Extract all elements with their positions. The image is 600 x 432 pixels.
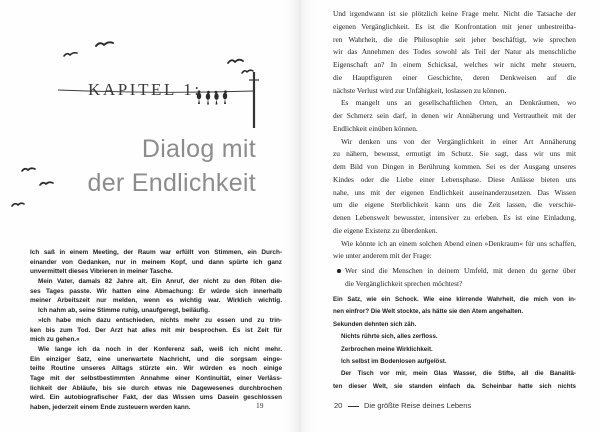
body-line: Es mangelt uns an gesellschaftlichen Orten, an Denkräumen, wo xyxy=(341,98,576,108)
body-line: Wie könnte ich an einem solchen Abend einen »Denkraum« für uns schaffen, xyxy=(341,238,576,248)
body-line: zu nähern, bewusst, ermutigt im Schutz. Sie sagt, dass wir uns mit xyxy=(333,149,576,159)
page-number-left: 19 xyxy=(256,401,264,410)
bullet-line: die Vergänglichkeit sprechen möchtest? xyxy=(345,278,463,288)
body-line: teilte Routine unseres Alltags stürzte ein. Wir würden es noch einige xyxy=(30,365,282,373)
running-footer xyxy=(334,401,574,413)
body-line: Ich nahm ab, seine Stimme ruhig, unaufgeregt, beiläufig. xyxy=(38,307,210,315)
bullet-line: Wer sind die Menschen in deinem Umfeld, mit denen du gerne über xyxy=(345,266,576,275)
body-line: wie unter anderem mit der Frage: xyxy=(333,251,432,261)
bird-icon xyxy=(64,53,77,56)
body-line: nächste Verlust wird zur Unfähigkeit, loslassen zu können. xyxy=(333,85,507,95)
emphasis-line: Ein Satz, wie ein Schock. Wie eine klirrende Wahrheit, die mich von in- xyxy=(333,296,576,303)
body-line: Tage mit der selbstbestimmten Annahme einer Kontinuität, einer Verläss- xyxy=(30,374,282,382)
body-line: denen Lebenswelt bewusster, intensiver zu erleben. Es ist eine Einladung, xyxy=(333,213,576,222)
emphasis-line: nen einfror? Die Welt stockte, als hätte sie den Atem angehalten. xyxy=(333,308,524,316)
chapter-title-line-1: Dialog mit xyxy=(141,135,256,163)
emphasis-text xyxy=(333,294,576,393)
body-line: wird. Ein autobiografischer Fakt, der das Wissen ums Dasein geschlossen xyxy=(30,394,282,402)
chapter-label: KAPITEL 1: xyxy=(88,80,202,99)
bird-icon xyxy=(223,90,227,104)
right-page xyxy=(300,0,600,432)
body-line: Ein einziger Satz, eine unerwartete Nachricht, und die sorgsam einge- xyxy=(30,355,282,363)
emphasis-line: Der Tisch vor mir, mein Glas Wasser, die Stifte, all die Banalitä- xyxy=(341,370,576,378)
body-line: lichkeit der Abläufe, bis sie durch etwas nie Dagewesenes durchbrochen xyxy=(30,384,282,392)
bird-icon xyxy=(96,42,113,46)
emphasis-line: Ich selbst im Bodenlosen aufgelöst. xyxy=(341,357,447,365)
emphasis-line: Nichts rührte sich, alles zerfloss. xyxy=(341,333,438,341)
bird-icon xyxy=(206,91,210,105)
bullet-question xyxy=(345,265,576,291)
body-line: einander von Gedanken, nur in meinem Kopf, und dann spürte ich ganz xyxy=(30,258,282,266)
page-number-right: 20 xyxy=(334,401,343,410)
body-line: ses Tages passte. Wir hatten eine Abmachung: Er würde sich innerhalb xyxy=(30,287,282,295)
body-line: Ich saß in einem Meeting, der Raum war erfüllt von Stimmen, ein Durch- xyxy=(30,249,282,256)
body-line: Endlichkeit einüben können. xyxy=(333,123,418,133)
body-line: haben, jederzeit einem Ende zusteuern werden kann. xyxy=(30,404,191,411)
body-line: um die eigene Sterblichkeit kann uns die Zeit lassen, die verschie- xyxy=(333,200,576,210)
body-line: der Schmerz sein darf, in denen wir Annäherung und Vertrautheit mit der xyxy=(333,111,576,120)
body-line: die Hauptfiguren einer Geschichte, deren Denkweisen auf die xyxy=(333,72,576,82)
left-body-text xyxy=(30,248,282,413)
bullet-icon xyxy=(337,269,341,273)
body-line: nahe, uns mit der eigenen Endlichkeit auseinanderzusetzen. Das Wissen xyxy=(333,187,576,197)
emphasis-line: ten dieser Welt, sie standen einfach da. Scheinbar hatte sich nichts xyxy=(333,382,576,390)
body-line: Kindes oder die Liebe einer Lebensphase. Diese Anlässe bieten uns xyxy=(333,174,576,184)
body-line: unvermittelt dieses Vibrieren in meiner Tasche. xyxy=(30,268,173,276)
body-line: eigenen Vergänglichkeit. Es ist die Konfrontation mit jener unbestreitba- xyxy=(333,21,576,31)
book-title: Die größte Reise deines Lebens xyxy=(364,401,472,410)
bird-icon xyxy=(40,182,53,185)
body-line: mich zu gehen.« xyxy=(30,336,80,344)
emphasis-line: Zerbrochen meine Wirklichkeit. xyxy=(341,345,433,353)
bird-icon xyxy=(228,60,243,63)
footer-separator xyxy=(348,406,359,407)
body-line: wir das Annehmen des Todes sowohl als Teil der Natur als menschliche xyxy=(333,47,576,57)
body-line: »Ich habe mich dazu entschieden, nichts mehr zu essen und zu trin- xyxy=(38,316,282,324)
bird-icon xyxy=(242,70,253,73)
body-line: Und irgendwann ist sie plötzlich keine Frage mehr. Nicht die Tatsache der xyxy=(333,9,576,18)
emphasis-line: Sekunden dehnten sich zäh. xyxy=(333,320,417,328)
body-line: ren Wahrheit, die die Philosophie seit jeher beschäftigt, wie sprechen xyxy=(333,34,576,44)
chapter-title-line-2: der Endlichkeit xyxy=(87,169,256,197)
bird-icon xyxy=(214,91,218,105)
body-line: Wir denken uns von der Vergänglichkeit in einer Art Annäherung xyxy=(341,136,576,146)
wire-pole-icon xyxy=(249,72,259,128)
right-body-text xyxy=(333,8,576,263)
body-line: die eigene Existenz zu überdenken. xyxy=(333,225,438,235)
body-line: ken bis zum Tod. Der Arzt hat alles mit mir besprochen. Es ist Zeit für xyxy=(30,326,282,334)
body-line: dem Bild von Dingen in Berührung kommen. Sei es der Ausgang unseres xyxy=(333,162,576,171)
bird-icon xyxy=(22,168,35,171)
body-line: meiner Arbeitszeit nur melden, wenn es wichtig war. Wirklich wichtig. xyxy=(30,297,282,305)
bird-icon xyxy=(12,203,24,206)
body-line: Mein Vater, damals 82 Jahre alt. Ein Anruf, der nicht zu den Riten die- xyxy=(38,278,282,286)
body-line: Wie lange ich da noch in der Konferenz saß, weiß ich nicht mehr. xyxy=(38,345,282,353)
body-line: Eigenschaft an? In einem Schicksal, welches wir nicht mehr steuern, xyxy=(333,60,576,69)
